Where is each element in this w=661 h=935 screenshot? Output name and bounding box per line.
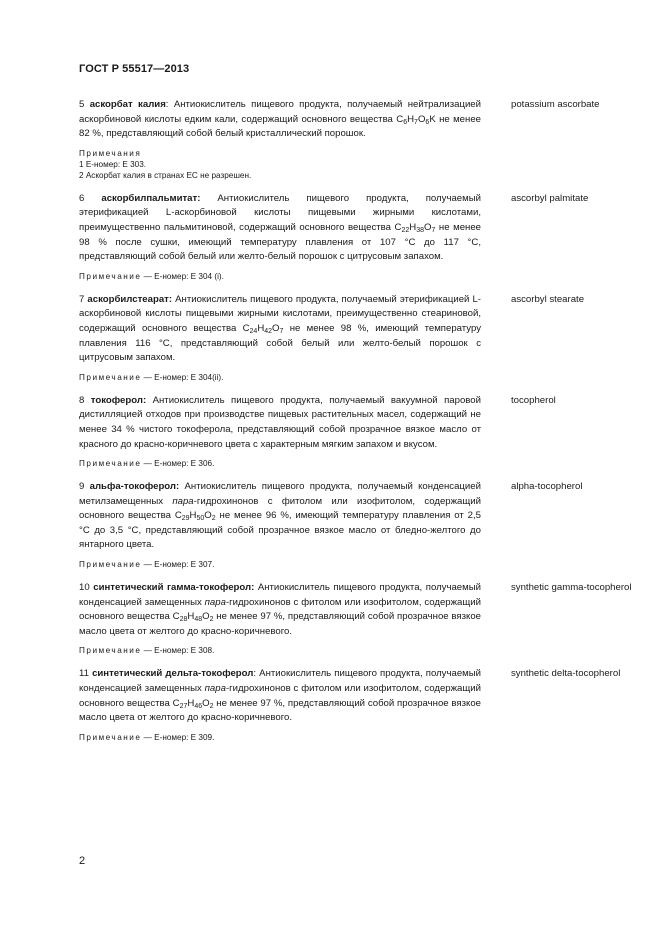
note-text: — Е-номер: Е 307.: [141, 560, 215, 570]
formula-subscript: 7: [431, 226, 436, 234]
term-entry-9: [79, 480, 639, 570]
note-label: Примечание: [79, 459, 142, 469]
document-header: ГОСТ Р 55517—2013: [79, 63, 190, 75]
formula-subscript: 2: [211, 515, 216, 523]
term-italic: пара: [172, 495, 194, 507]
term-text: Антиокислитель пищевого продукта, получаемый вакуумной паровой дистилляцией отходов при производстве пищевых растительных масел, содержащий не менее 34 % чистого токоферола, представляющий собой прозрачное вязкое масло от красного до красно-коричневого цвета с характерным мягким запахом и вкусом.: [79, 394, 481, 450]
note-label: Примечание: [79, 271, 142, 281]
note-label: Примечание: [79, 646, 142, 656]
term-title: аскорбат калия: [89, 99, 166, 110]
term-row: [79, 293, 639, 366]
term-english: potassium ascorbate: [511, 99, 600, 110]
term-separator: :: [165, 99, 169, 110]
formula-symbol: C: [172, 611, 180, 623]
term-entry-10: [79, 581, 639, 656]
note-label: Примечание: [79, 372, 142, 382]
formula-symbol: O: [272, 322, 280, 334]
chemical-formula: [243, 323, 284, 334]
term-note: [79, 372, 639, 383]
term-english: synthetic delta-tocopherol: [511, 668, 621, 680]
chemical-formula: [173, 611, 214, 622]
formula-subscript: 6: [425, 118, 430, 126]
chemical-formula: [395, 222, 436, 233]
term-number: 10: [79, 582, 94, 594]
term-row: [79, 98, 639, 142]
formula-subscript: 29: [181, 515, 190, 523]
formula-symbol: O: [202, 611, 210, 623]
term-entry-5: [79, 98, 639, 181]
formula-subscript: 42: [264, 327, 273, 335]
term-note: [79, 458, 639, 469]
formula-symbol: H: [257, 322, 265, 334]
term-number: 8: [79, 394, 91, 406]
formula-symbol: C: [394, 221, 402, 233]
term-definition: [79, 667, 481, 725]
formula-subscript: 28: [179, 616, 188, 624]
term-row: [79, 667, 639, 725]
term-english: synthetic gamma-tocopherol: [511, 582, 632, 594]
term-text-mid: -гидрохинонов с фитолом или изофитолом, содержащий основного вещества: [79, 683, 482, 709]
term-row: [79, 581, 639, 639]
note-label: Примечание: [79, 560, 142, 570]
formula-subscript: 6: [403, 118, 408, 126]
term-definition: [79, 394, 481, 452]
chemical-formula: [175, 510, 216, 521]
term-definition: [79, 581, 481, 639]
formula-subscript: 48: [194, 616, 203, 624]
term-italic: пара: [204, 596, 226, 608]
chemical-formula: [173, 698, 214, 709]
formula-subscript: 50: [196, 515, 205, 523]
notes-title: Примечания: [79, 148, 142, 158]
term-text: Антиокислитель пищевого продукта, получаемый нейтрализацией аскорбиновой кислоты едким кали, содержащий основного вещества: [79, 99, 481, 125]
note-text: — Е-номер: Е 306.: [141, 459, 215, 469]
formula-symbol: C: [242, 322, 250, 334]
term-definition: [79, 480, 481, 553]
term-number: 11: [79, 668, 93, 680]
term-text: Антиокислитель пищевого продукта, получаемый конденсацией метилзамещенных: [79, 481, 481, 507]
term-number: 7: [79, 293, 88, 305]
term-row: [79, 480, 639, 553]
chemical-formula: [396, 114, 435, 125]
note-item: 2 Аскорбат калия в странах ЕС не разрешен.: [79, 170, 252, 180]
formula-symbol: O: [417, 113, 426, 125]
formula-subscript: 38: [416, 226, 425, 234]
term-title: синтетический гамма-токоферол:: [93, 582, 255, 594]
term-row: [79, 394, 639, 452]
formula-symbol: C: [174, 510, 182, 522]
note-text: — Е-номер: Е 308.: [141, 646, 215, 656]
formula-symbol: H: [187, 611, 195, 623]
term-title: аскорбилстеарат:: [87, 293, 173, 305]
formula-symbol: O: [202, 697, 210, 709]
terms-list: [79, 98, 639, 754]
term-definition: [79, 293, 481, 366]
term-entry-7: [79, 293, 639, 383]
term-text-after: не менее 98 %, имеющий температуру плавления 116 °С, представляющий собой белый или желто-белый порошок с цитрусовым запахом.: [79, 322, 481, 364]
term-number: 5: [79, 99, 90, 110]
term-title: альфа-токоферол:: [89, 481, 180, 493]
term-text-after: не менее 98 % после сушки, имеющий температуру плавления от 107 °С до 117 °С, представляющий собой белый или желто-белый порошок с цитрусовым запахом.: [79, 221, 481, 263]
term-note: [79, 271, 639, 282]
formula-symbol: O: [204, 510, 212, 522]
term-text: Антиокислитель пищевого продукта, получаемый конденсацией замещенных: [79, 582, 481, 608]
term-separator: :: [253, 668, 257, 680]
term-row: [79, 192, 639, 265]
formula-symbol: H: [189, 510, 197, 522]
term-definition: [79, 192, 481, 265]
note-label: Примечание: [79, 732, 142, 742]
term-english: tocopherol: [511, 394, 556, 406]
formula-symbol: C: [396, 113, 404, 125]
formula-subscript: 46: [194, 702, 203, 710]
term-text-after: не менее 97 %, представляющий собой прозрачное вязкое масло цвета от желтого до красно-коричневого.: [79, 697, 481, 724]
formula-subscript: 2: [209, 616, 214, 624]
note-item: 1 Е-номер: Е 303.: [79, 159, 147, 169]
term-title: токоферол:: [90, 394, 147, 406]
formula-subscript: 27: [179, 702, 188, 710]
term-note: [79, 732, 639, 743]
term-text: Антиокислитель пищевого продукта, получаемый этерификацией L-аскорбиновой кислоты пищевыми жирными кислотами, преимущественно пальмитиновой, содержащий основного вещества: [79, 192, 481, 233]
term-text-after: не менее 96 %, имеющий температуру плавления от 2,5 °С до 3,5 °С, представляющий собой прозрачное вязкое масло от бледно-желтого до янтарного цвета.: [79, 510, 481, 551]
term-note: [79, 559, 639, 570]
formula-symbol: H: [407, 113, 415, 125]
term-entry-11: [79, 667, 639, 742]
term-english: ascorbyl stearate: [511, 293, 585, 305]
term-title: синтетический дельта-токоферол: [92, 668, 254, 680]
term-note: [79, 148, 639, 181]
formula-subscript: 2: [209, 702, 214, 710]
formula-subscript: 7: [414, 118, 418, 126]
term-english: ascorbyl palmitate: [511, 192, 589, 204]
formula-subscript: 24: [249, 327, 258, 335]
term-italic: пара: [204, 683, 226, 695]
term-title: аскорбилпальмитат:: [101, 192, 201, 204]
term-text-mid: -гидрохинонов с фитолом или изофитолом, содержащий основного вещества: [79, 596, 482, 623]
note-text: — Е-номер: Е 304(ii).: [141, 372, 224, 382]
term-definition: [79, 98, 481, 142]
formula-symbol: C: [172, 697, 180, 709]
term-note: [79, 645, 639, 656]
formula-symbol: H: [409, 221, 417, 233]
note-text: — Е-номер: Е 304 (i).: [141, 271, 224, 281]
note-text: — Е-номер: Е 309.: [141, 732, 215, 742]
term-text-after: не менее 97 %, представляющий собой прозрачное вязкое масло цвета от желтого до красно-коричневого.: [79, 611, 481, 637]
term-text: Антиокислитель пищевого продукта, получаемый конденсацией замещенных: [79, 668, 482, 695]
formula-symbol: O: [424, 221, 432, 233]
formula-subscript: 7: [279, 327, 284, 335]
formula-symbol: K: [429, 113, 436, 125]
page-number: 2: [79, 855, 86, 867]
term-text-mid: -гидрохинонов с фитолом или изофитолом, содержащий основного вещества: [79, 495, 481, 522]
term-text: Антиокислитель пищевого продукта, получаемый этерификацией L-аскорбиновой кислоты пищевыми жирными кислотами, преимущественно стеариновой, содержащий основного вещества: [79, 293, 481, 334]
term-text-after: не менее 82 %, представляющий собой белый кристаллический порошок.: [79, 113, 481, 140]
term-english: alpha-tocopherol: [511, 481, 583, 493]
term-entry-6: [79, 192, 639, 282]
term-number: 9: [79, 481, 90, 493]
term-entry-8: [79, 394, 639, 469]
formula-symbol: H: [187, 697, 195, 709]
term-number: 6: [79, 192, 102, 204]
formula-subscript: 22: [401, 226, 410, 234]
